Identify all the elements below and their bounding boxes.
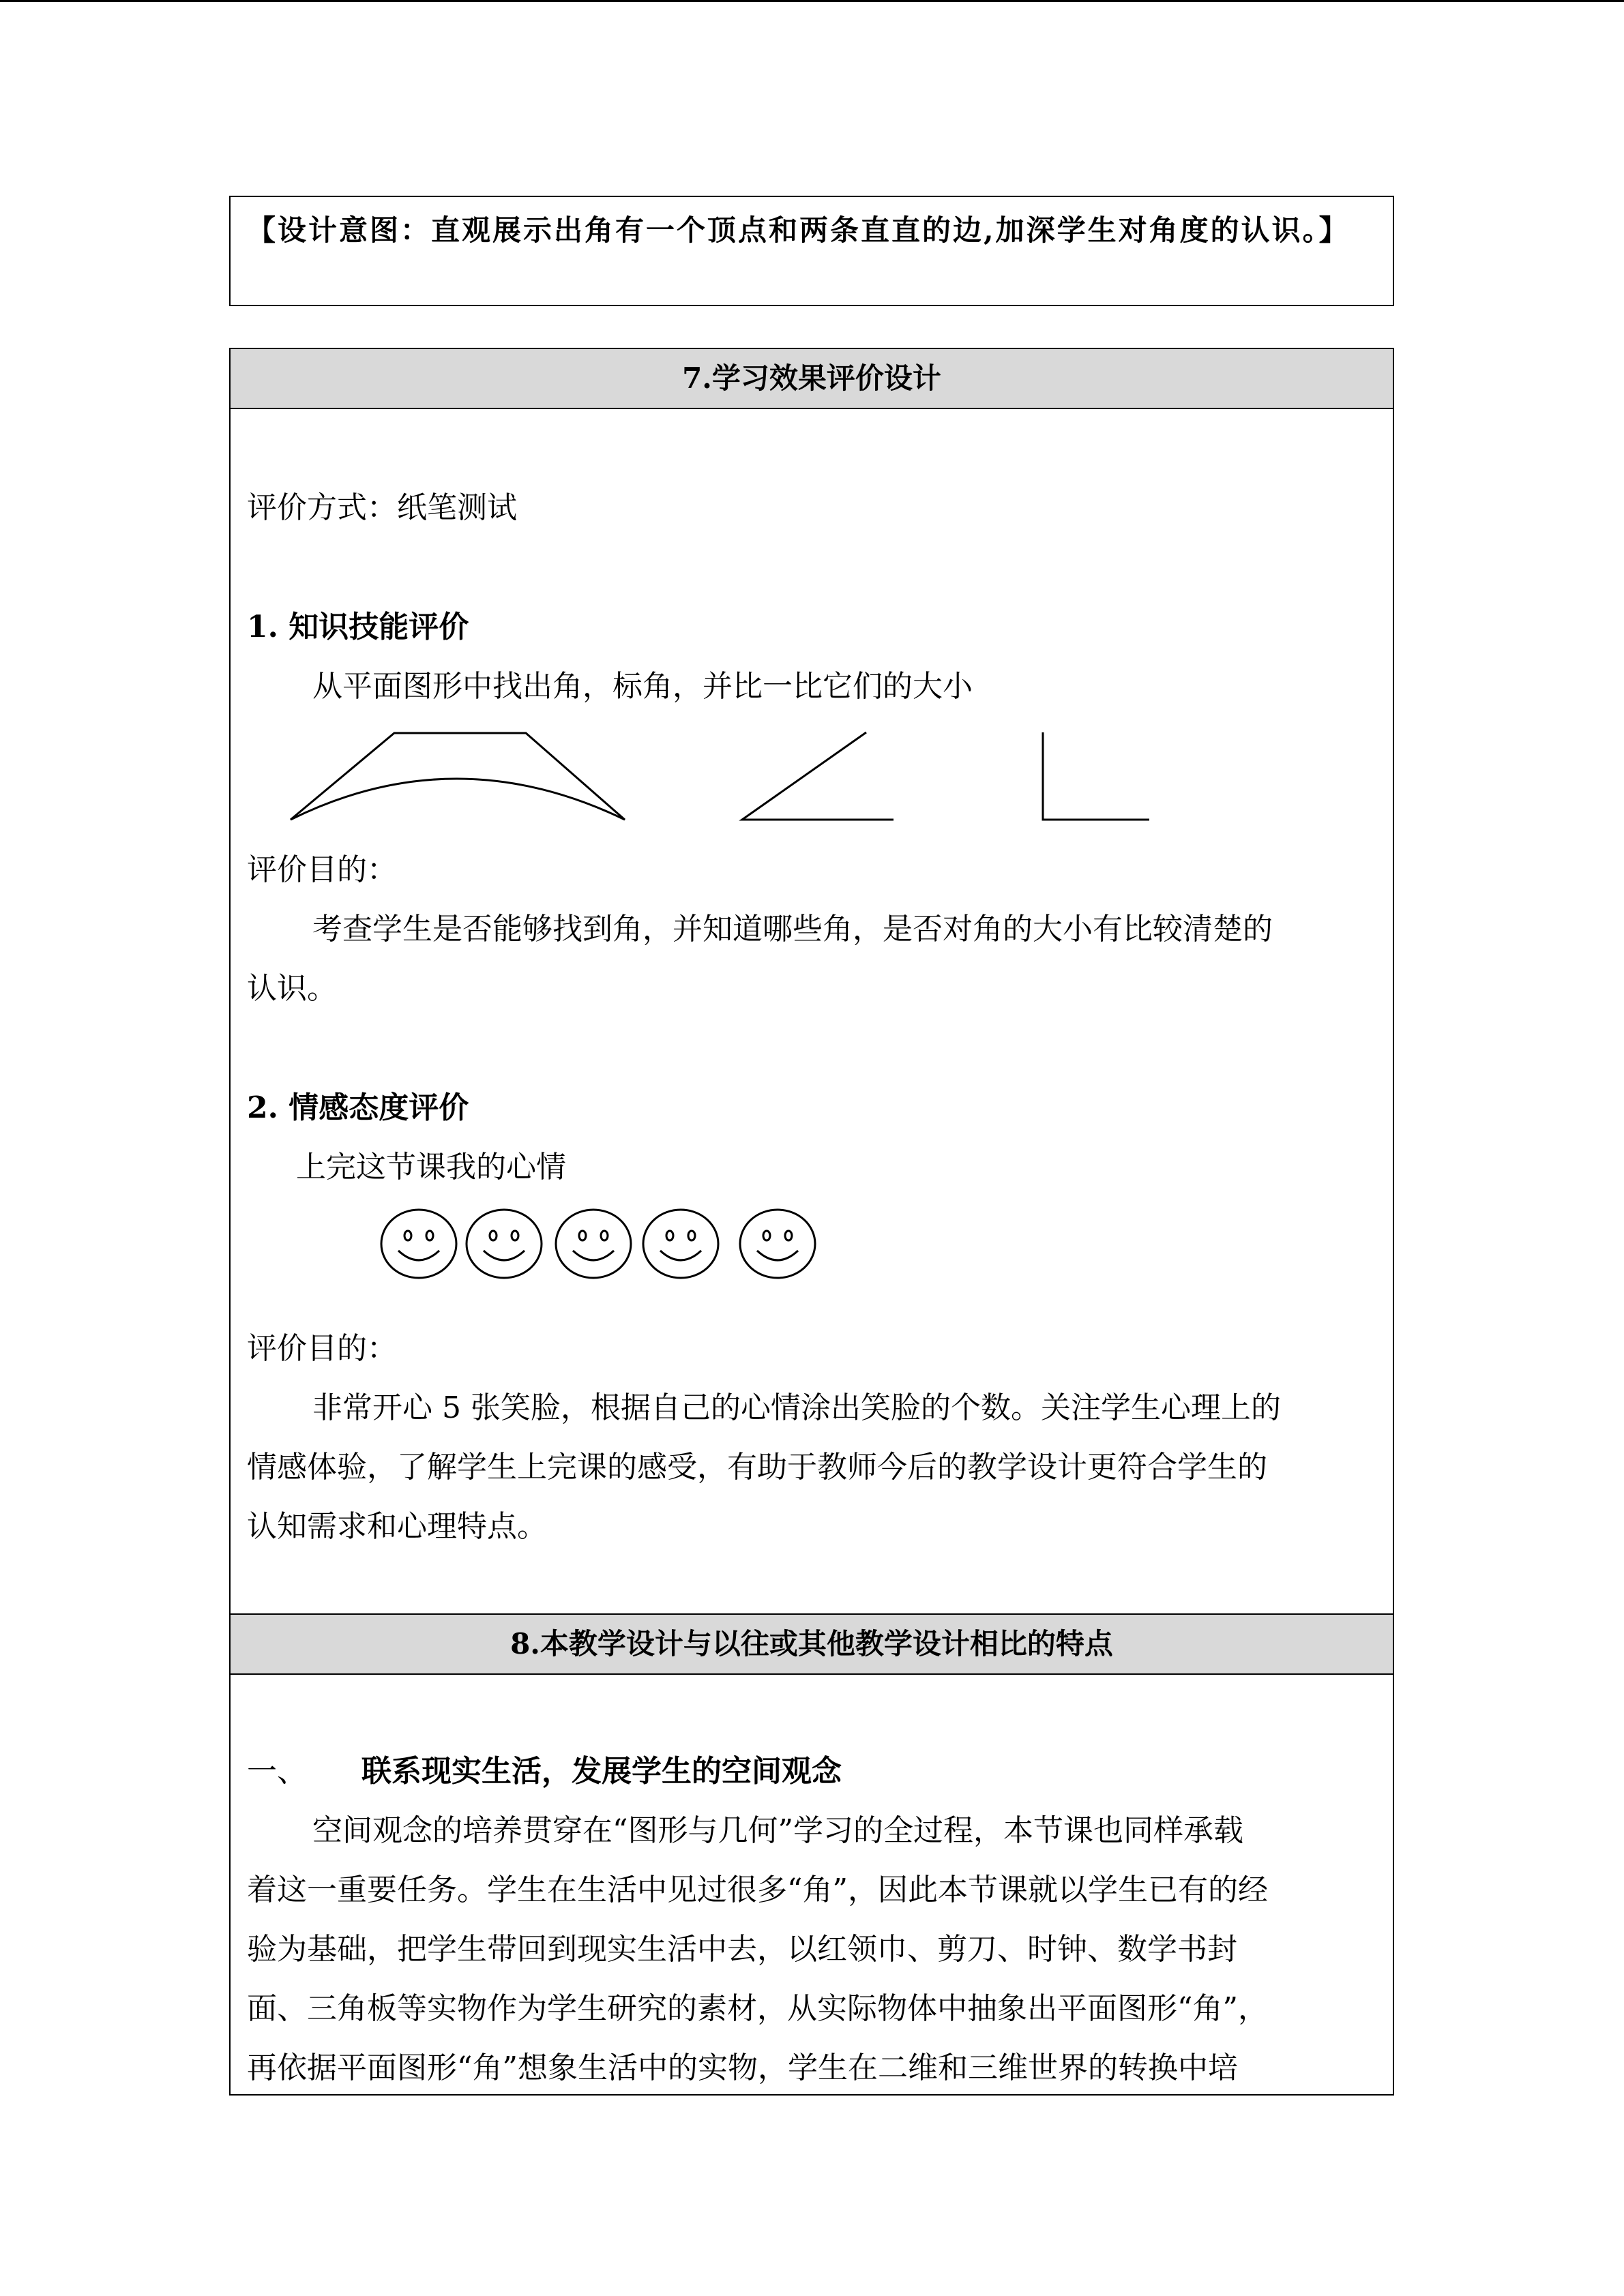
acute-angle-shape [742,732,894,820]
item1-goal-line2: 认识。 [247,971,337,1006]
section8-header: 8.本教学设计与以往或其他教学设计相比的特点 [231,1613,1393,1675]
item1-title: 1. 知识技能评价 [247,610,469,644]
smiley-face-icon [381,1210,456,1278]
item1-instruction: 从平面图形中找出角，标角，并比一比它们的大小 [312,669,973,704]
section8-line4: 面、三角板等实物作为学生研究的素材，从实际物体中抽象出平面图形“角”， [247,1991,1268,2026]
evaluation-method: 评价方式：纸笔测试 [247,490,517,525]
section8-line2: 着这一重要任务。学生在生活中见过很多“角”，因此本节课就以学生已有的经 [247,1873,1268,1907]
section8-line3: 验为基础，把学生带回到现实生活中去，以红领巾、剪刀、时钟、数学书封 [247,1932,1237,1967]
item2-goal-line1: 非常开心 5 张笑脸，根据自己的心情涂出笑脸的个数。关注学生心理上的 [312,1390,1281,1425]
trapezoid-shape [291,733,625,820]
item2-instruction: 上完这节课我的心情 [296,1150,566,1184]
section8-line1: 空间观念的培养贯穿在“图形与几何”学习的全过程，本节课也同样承载 [312,1813,1243,1848]
point1-number: 一、 [247,1754,307,1789]
smiley-row [231,1206,1393,1287]
right-angle-shape [1043,732,1149,820]
smiley-face-icon [467,1210,542,1278]
angle-shapes-figure [231,711,1393,847]
design-intent-text: 【设计意图：直观展示出角有一个顶点和两条直直的边,加深学生对角度的认识。】 [247,213,1350,247]
design-intent-box [229,196,1394,306]
item2-goal-label: 评价目的： [247,1331,397,1366]
evaluation-table [229,348,1394,2096]
smiley-face-icon [643,1210,718,1278]
page-top-border [0,0,1624,2]
item1-goal-label: 评价目的： [247,852,397,887]
item2-goal-line2: 情感体验，了解学生上完课的感受，有助于教师今后的教学设计更符合学生的 [247,1450,1267,1485]
smiley-face-icon [556,1210,631,1278]
section8-line5: 再依据平面图形“角”想象生活中的实物，学生在二维和三维世界的转换中培 [247,2051,1238,2085]
item2-title: 2. 情感态度评价 [247,1090,469,1125]
item1-goal-line1: 考查学生是否能够找到角，并知道哪些角，是否对角的大小有比较清楚的 [312,912,1273,946]
smiley-face-icon [740,1210,815,1278]
point1-title: 联系现实生活，发展学生的空间观念 [361,1754,842,1789]
item2-goal-line3: 认知需求和心理特点。 [247,1509,547,1544]
section7-header: 7.学习效果评价设计 [231,349,1393,409]
